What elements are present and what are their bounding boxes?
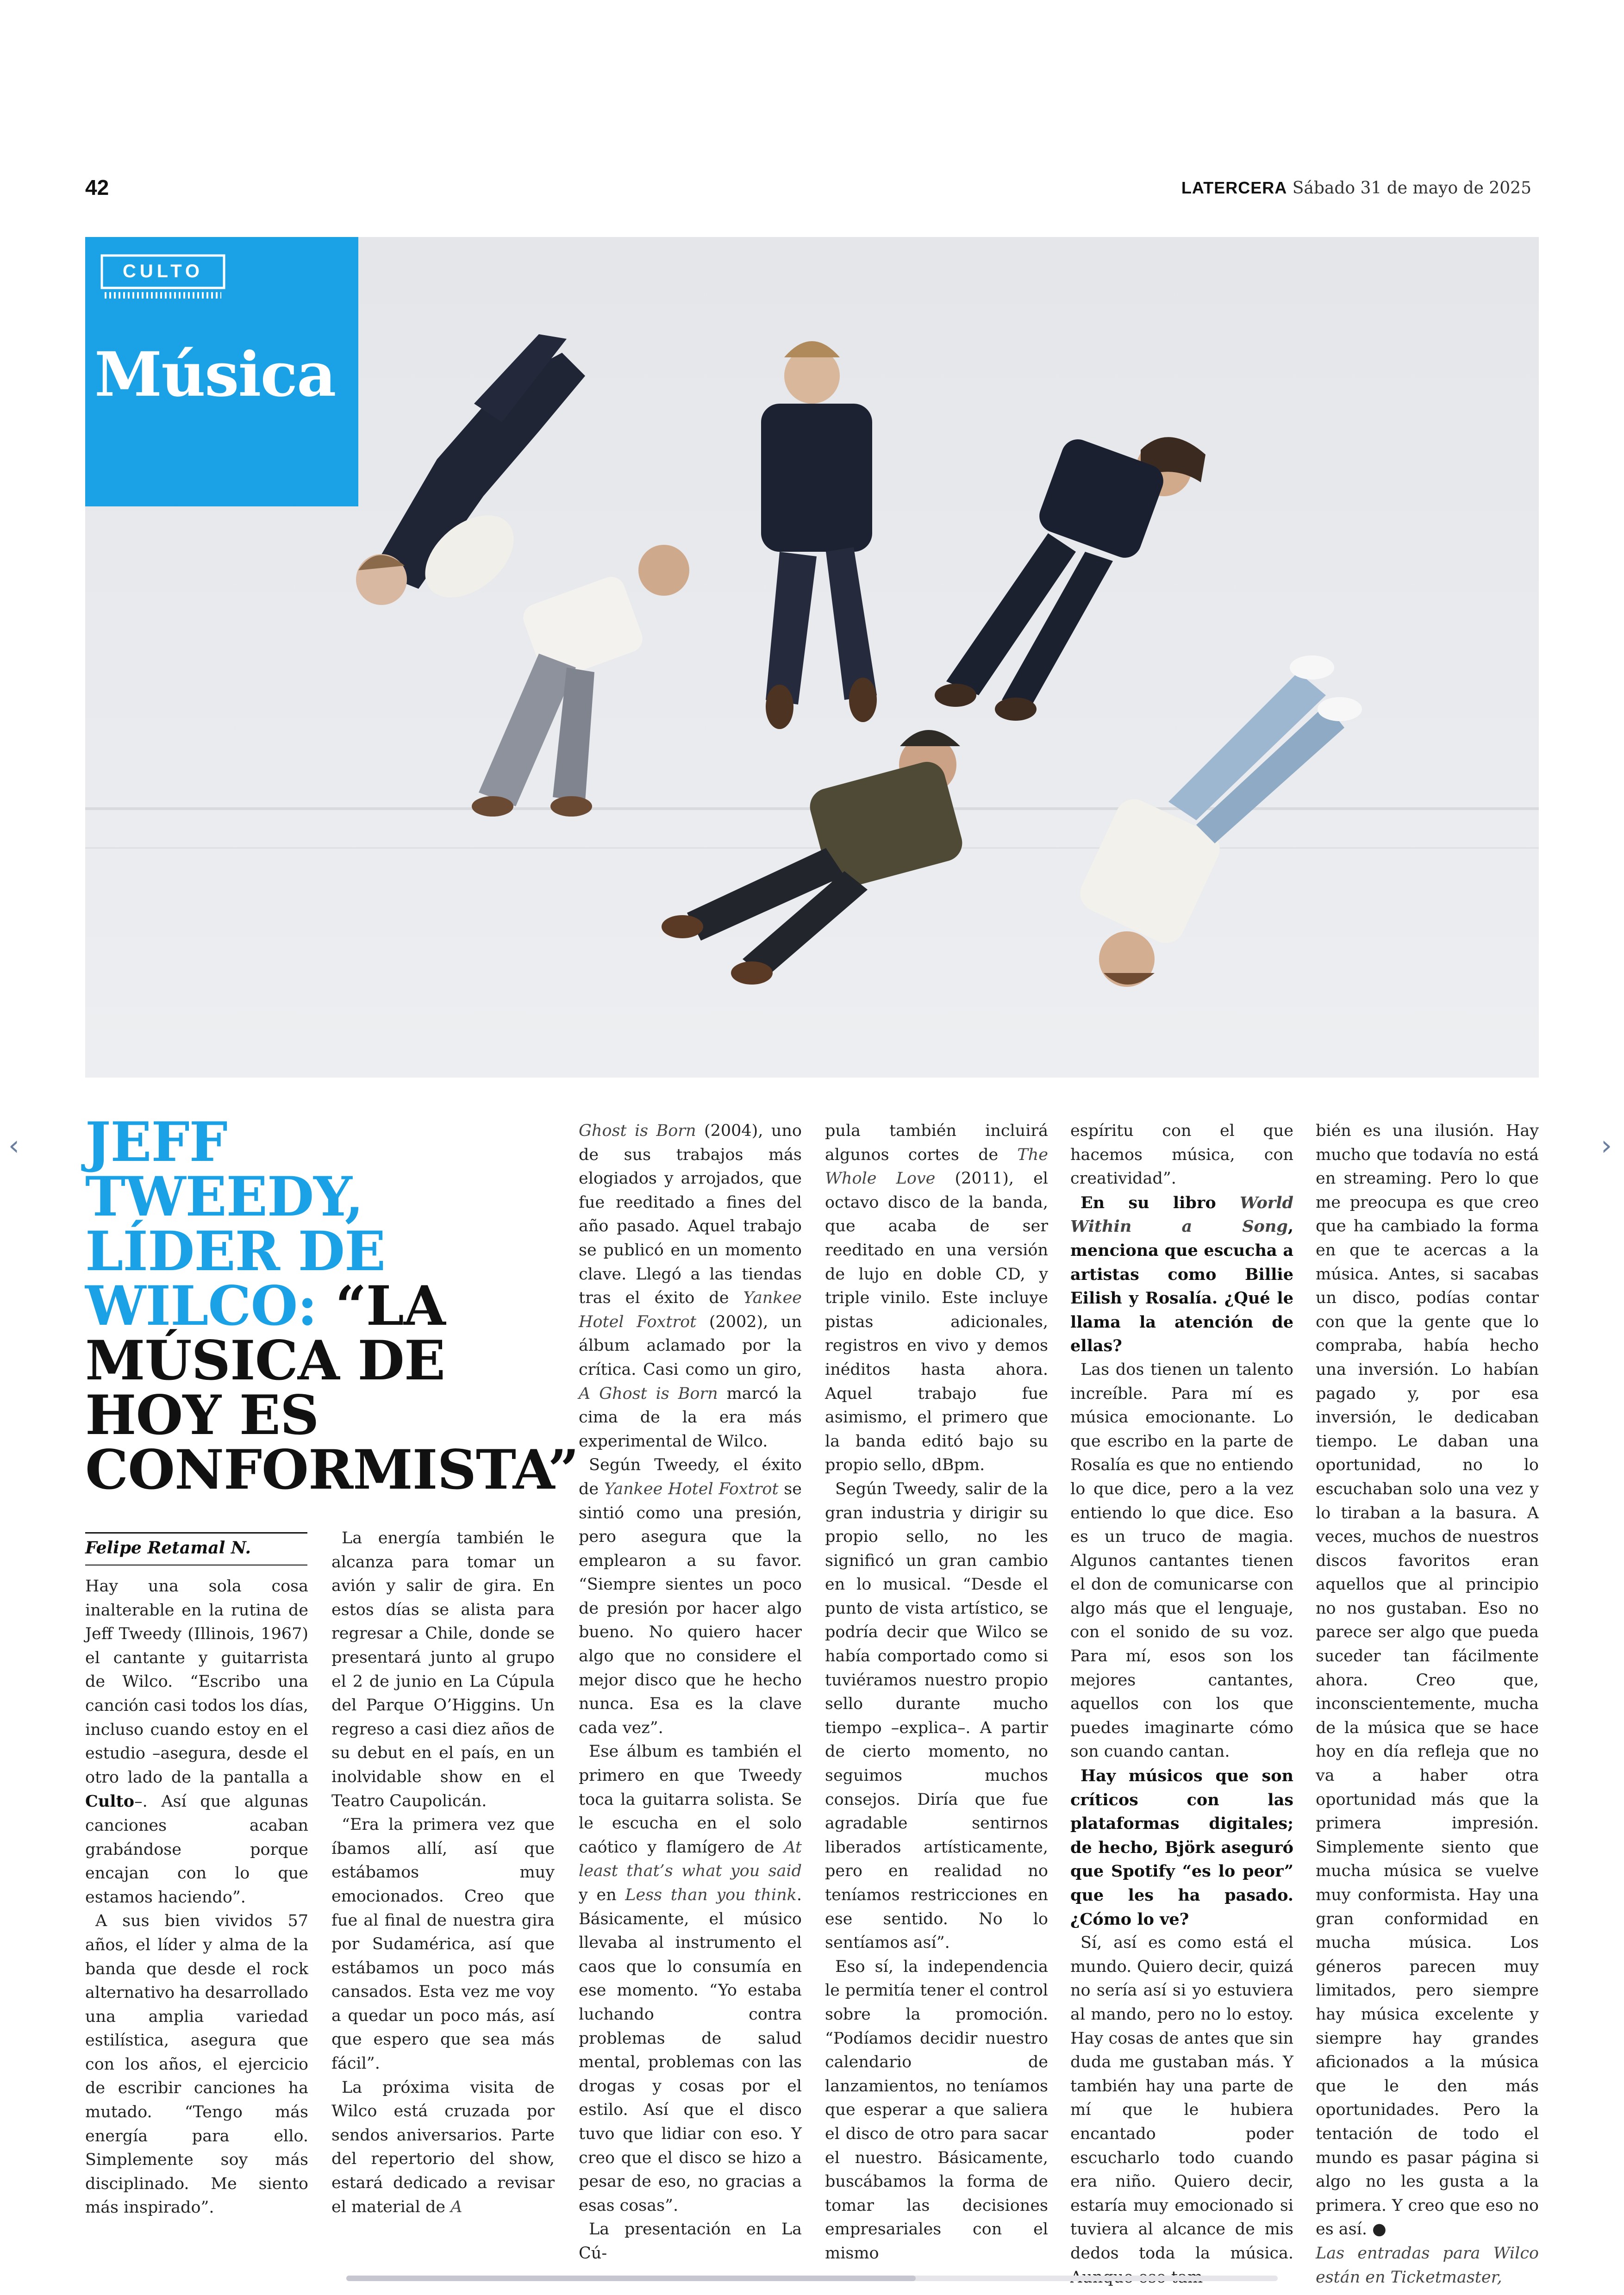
paragraph: “Era la primera vez que íbamos allí, así que estábamos muy emocionados. Creo que fue al final de nuestra gira por Sudamérica, así que estábamos un poco más cansados. Esta vez me voy a quedar un poco más, así que espero que sea más fácil”. [331,1815,555,2073]
paragraph: La presentación en La Cú- [579,2220,802,2263]
paragraph: bién es una ilusión. Hay mucho que todavía no está en streaming. Pero lo que me preocupa es que creo que ha cambiado la forma en que te acercas a la música. Antes, si sacabas un disco, podías contar con que la gente que lo compraba, había hecho una inversión. Lo habían pagado y, por esa inversión, le dedicaban tiempo. Le daban una oportunidad, no lo escuchaban solo una vez y lo tiraban a la basura. A veces, muchos de nuestros discos favoritos eran aquellos que al principio no nos gustaban. Eso no parece ser algo que pueda suceder tan fácilmente ahora. Creo que, inconscientemente, mucha de la música que se hace hoy en día refleja que no va a haber otra oportunidad más que la primera impresión. Simplemente siento que mucha música se vuelve muy conformista. Hay una gran conformidad en mucha música. Los géneros parecen muy limitados, pero siempre hay música excelente y siempre hay grandes aficionados a la música que le den más oportunidades. Pero la tentación de todo el mundo es pasar página si algo no les gusta a la primera. Y creo que eso no es así. ● [1316,1122,1539,2239]
culto-logo [100,254,226,304]
article-column-1 [85,1575,308,2220]
interview-question: Hay músicos que son críticos con las plataformas digitales; de hecho, Björk aseguró que Spotify “es lo peor” que les ha pasado. ¿Cómo lo ve? [1070,1766,1293,1929]
paragraph: Según Tweedy, el éxito de Yankee Hotel Foxtrot se sintió como una presión, pero asegura que la emplearon a su favor. “Siempre sientes un poco de presión por hacer algo bueno. No quiero hacer algo que no considere el mejor disco que he hecho nunca. Esa es la clave cada vez”. [579,1456,802,1737]
article-column-6 [1316,1119,1539,2289]
paragraph: La próxima visita de Wilco está cruzada por sendos aniversarios. Parte del repertorio del show, estará dedicado a revisar el material de A [331,2078,555,2216]
article-column-2 [331,1527,555,2219]
headline [85,1110,579,1502]
culto-logo-text: CULTO [122,261,204,281]
end-mark-icon: ● [1372,2220,1387,2239]
headline-black: “LA MÚSICA DE HOY ES CONFORMISTA” [85,1274,579,1502]
section-title: Música [94,339,336,411]
article-column-4 [825,1119,1048,2266]
ticket-note: Las entradas para Wilco están en Ticketmaster, [1316,2244,1539,2287]
paragraph: Según Tweedy, salir de la gran industria y dirigir su propio sello, no les significó un gran cambio en lo musical. “Desde el punto de vista artístico, se podría decir que Wilco se había comportado como si tuviéramos nuestro propio sello durante mucho tiempo –explica–. A partir de cierto momento, no seguimos muchos consejos. Diría que fue agradable sentirnos liberados artísticamente, pero en realidad no teníamos restricciones en ese sentido. No lo sentíamos así”. [825,1479,1048,1952]
masthead [1181,178,1531,198]
paragraph: espíritu con el que hacemos música, con creatividad”. [1070,1122,1293,1188]
horizontal-scrollbar[interactable] [346,2276,1278,2281]
next-page-button[interactable]: › [1601,1129,1612,1162]
page-number: 42 [85,175,109,200]
headline-blue: JEFF TWEEDY, LÍDER DE WILCO: [85,1110,386,1338]
paragraph: La energía también le alcanza para tomar un avión y salir de gira. En estos días se alista para regresar a Chile, donde se presentará junto al grupo el 2 de junio en La Cúpula del Parque O’Higgins. Un regreso a casi diez años de su debut en el país, en un inolvidable show en el Teatro Caupolicán. [331,1529,555,1810]
article-column-3 [579,1119,802,2266]
paragraph: Hay una sola cosa inalterable en la rutina de Jeff Tweedy (Illinois, 1967) el cantante y guitarrista de Wilco. “Escribo una canción casi todos los días, incluso cuando estoy en el estudio –asegura, desde el otro lado de la pantalla a Culto–. Así que algunas canciones acaban grabándose porque encajan con lo que estamos haciendo”. [85,1577,308,1907]
paragraph: Las dos tienen un talento increíble. Para mí es música emocionante. Lo que escribo en la parte de Rosalía es que no entiendo lo que dice, pero a la vez entiendo lo que dice. Eso es un truco de magia. Algunos cantantes tienen el don de comunicarse con algo más que el lenguaje, con el sonido de su voz. Para mí, esos son los mejores cantantes, aquellos con los que puedes imaginarte cómo son cuando cantan. [1070,1360,1293,1761]
section-box [85,237,358,506]
issue-date: Sábado 31 de mayo de 2025 [1292,179,1531,198]
paragraph: Ese álbum es también el primero en que Tweedy toca la guitarra solista. Se le escucha en el solo caótico y flamígero de At least that’s what you said y en Less than you think. Básicamente, el músico llevaba al instrumento el caos que lo consumía en ese momento. “Yo estaba luchando contra problemas de salud mental, problemas con las drogas y cosas por el estilo. Así que el disco tuvo que lidiar con eso. Y creo que el disco se hizo a pesar de eso, no gracias a esas cosas”. [579,1742,802,2215]
article-column-5 [1070,1119,1293,2289]
paragraph: A sus bien vividos 57 años, el líder y alma de la banda que desde el rock alternativo ha desarrollado una amplia variedad estilística, asegura que con los años, el ejercicio de escribir canciones ha mutado. “Tengo más energía para ello. Simplemente soy más disciplinado. Me siento más inspirado”. [85,1912,308,2217]
interview-question: En su libro World Within a Song, menciona que escucha a artistas como Billie Eilish y Rosalía. ¿Qué le llama la atención de ellas? [1070,1193,1294,1356]
paragraph: Ghost is Born (2004), uno de sus trabajos más elogiados y arrojados, que fue reeditado a fines del año pasado. Aquel trabajo se publicó en un momento clave. Llegó a las tiendas tras el éxito de Yankee Hotel Foxtrot (2002), un álbum aclamado por la crítica. Casi como un giro, A Ghost is Born marcó la cima de la era más experimental de Wilco. [579,1122,802,1451]
paragraph: Sí, así es como está el mundo. Quiero decir, quizá no sería así si yo estuviera al mando, pero no lo estoy. Hay cosas de antes que sin duda me gustaban más. Y también hay una parte de mí que le hubiera encantado poder escucharlo todo cuando era niño. Quiero decir, estaría muy emocionado si tuviera al alcance de mis dedos toda la música. [1070,1933,1293,2263]
byline: Felipe Retamal N. [85,1532,307,1558]
paragraph: Eso sí, la independencia le permitía tener el control sobre la promoción. “Podíamos decidir nuestro calendario de lanzamientos, no teníamos que esperar a que saliera el disco de otro para sacar el nuestro. Básicamente, buscábamos la forma de tomar las decisiones empresariales con el mismo [825,1957,1048,2263]
paragraph: pula también incluirá algunos cortes de The Whole Love (2011), el octavo disco de la banda, que acaba de ser reeditado en una versión de lujo en doble CD, y triple vinilo. Este incluye pistas adicionales, registros en vivo y demos inéditos hasta ahora. Aquel trabajo fue asimismo, el primero que la banda editó bajo su propio sello, dBpm. [825,1122,1048,1475]
scrollbar-thumb[interactable] [346,2276,916,2281]
brand-name: LATERCERA [1181,178,1287,197]
prev-page-button[interactable]: ‹ [8,1129,19,1162]
